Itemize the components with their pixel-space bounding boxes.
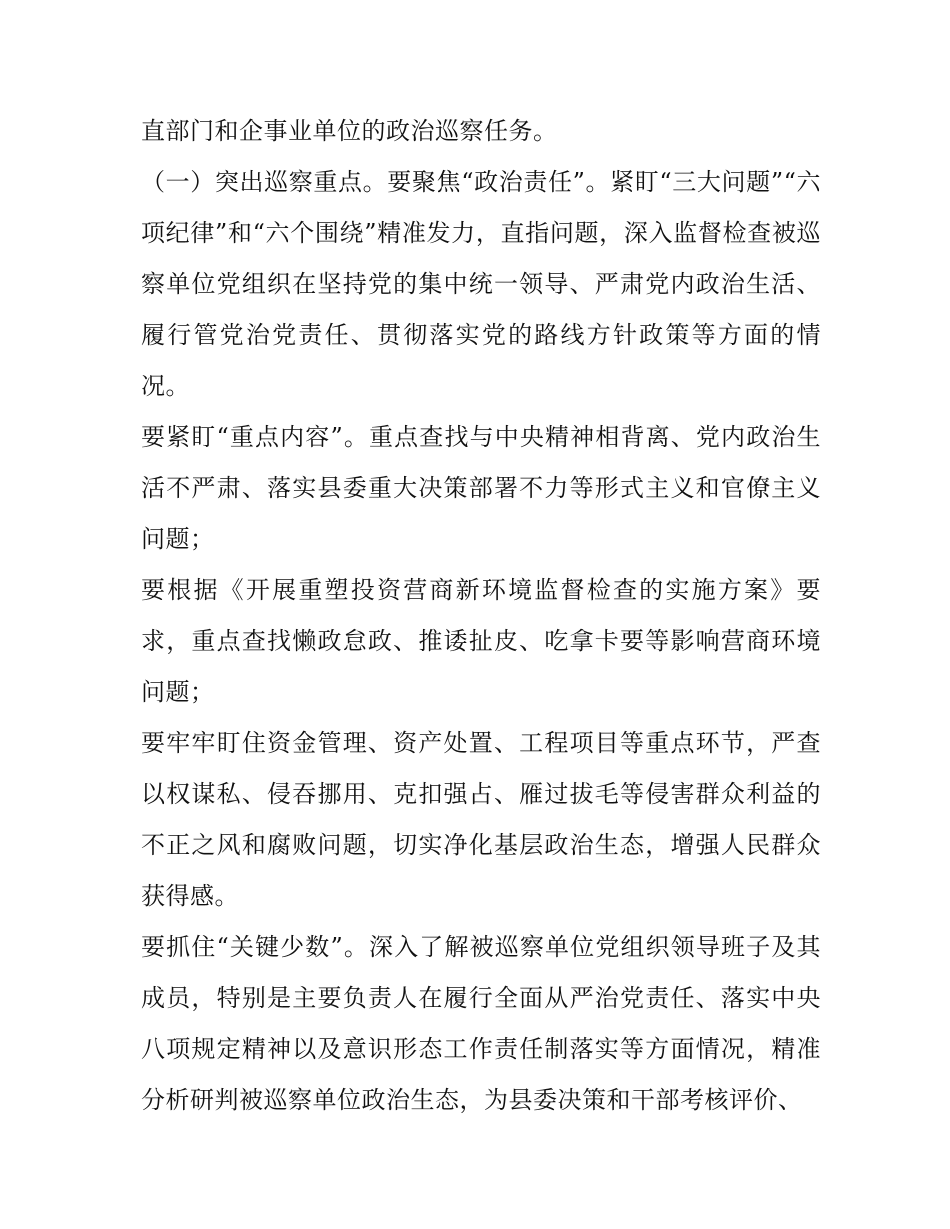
paragraph-6: 要抓住“关键少数”。深入了解被巡察单位党组织领导班子及其成员，特别是主要负责人在履行全面从严治党责任、落实中央八项规定精神以及意识形态工作责任制落实等方面情况，精准分析研判被巡察单位政治生态，为县委决策和干部考核评价、 bbox=[141, 933, 821, 1114]
document-body bbox=[141, 106, 821, 1126]
paragraph-4: 要根据《开展重塑投资营商新环境监督检查的实施方案》要求，重点查找懒政怠政、推诿扯皮、吃拿卡要等影响营商环境问题； bbox=[141, 576, 821, 706]
paragraph-2: （一）突出巡察重点。要聚焦“政治责任”。紧盯“三大问题”“六项纪律”和“六个围绕”精准发力，直指问题，深入监督检查被巡察单位党组织在坚持党的集中统一领导、严肃党内政治生活、履行管党治党责任、贯彻落实党的路线方针政策等方面的情况。 bbox=[141, 168, 821, 400]
paragraph-1: 直部门和企事业单位的政治巡察任务。 bbox=[141, 117, 558, 145]
paragraph-5: 要牢牢盯住资金管理、资产处置、工程项目等重点环节，严查以权谋私、侵吞挪用、克扣强占、雁过拔毛等侵害群众利益的不正之风和腐败问题，切实净化基层政治生态，增强人民群众获得感。 bbox=[141, 729, 821, 910]
paragraph-3: 要紧盯“重点内容”。重点查找与中央精神相背离、党内政治生活不严肃、落实县委重大决策部署不力等形式主义和官僚主义问题； bbox=[141, 423, 821, 553]
